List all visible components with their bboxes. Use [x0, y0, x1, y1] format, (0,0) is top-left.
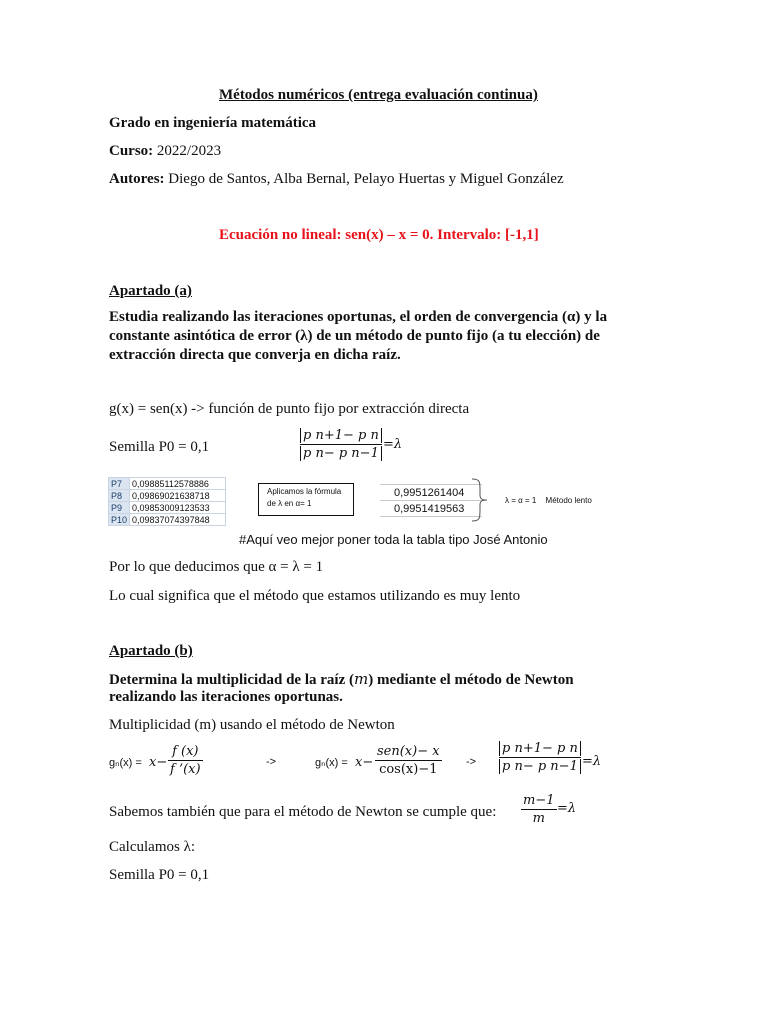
row-value: 0,09853009123533: [130, 502, 226, 514]
brace-note-lambda: λ = α = 1: [505, 496, 537, 505]
section-b-statement-2: realizando las iteraciones oportunas.: [109, 689, 343, 705]
section-b-statement-1: [109, 670, 574, 689]
fraction-bar: [375, 760, 442, 761]
row-label: P7: [109, 478, 130, 490]
fraction-bar: [499, 757, 581, 758]
result-value: 0,9951419563: [380, 501, 482, 517]
author-comment: #Aquí veo mejor poner toda la tabla tipo José Antonio: [239, 532, 548, 547]
section-b-subtitle: Multiplicidad (m) usando el método de Newton: [109, 717, 395, 733]
newton-numerator: f (x): [172, 744, 199, 759]
brace-note: [505, 496, 592, 505]
row-value: 0,09837074397848: [130, 514, 226, 526]
newton-denominator: f ’(x): [170, 762, 201, 777]
row-value: 0,09885112578886: [130, 478, 226, 490]
m-denominator: m: [532, 811, 545, 826]
seed-b: Semilla P0 = 0,1: [109, 867, 210, 883]
section-a-statement-3: extracción directa que converja en dicha raíz.: [109, 347, 401, 363]
formula-b-rhs: =λ: [582, 754, 602, 769]
seed-a: Semilla P0 = 0,1: [109, 439, 210, 455]
section-a-heading: Apartado (a): [109, 283, 192, 299]
gn-label-2: gₙ(x) =: [315, 757, 348, 769]
formula-b-denominator: p n− p n−1: [499, 759, 581, 774]
row-label: P8: [109, 490, 130, 502]
m-fraction: [521, 793, 557, 826]
formula-note-box: [258, 483, 354, 516]
authors-value: Diego de Santos, Alba Bernal, Pelayo Huertas y Miguel González: [168, 171, 564, 187]
row-label: P10: [109, 514, 130, 526]
conclusion-line-2: Lo cual significa que el método que estamos utilizando es muy lento: [109, 588, 521, 604]
newton-statement: Sabemos también que para el método de Newton se cumple que:: [109, 804, 497, 820]
course-value: 2022/2023: [156, 143, 222, 159]
row-label: P9: [109, 502, 130, 514]
equation-statement: Ecuación no lineal: sen(x) – x = 0. Intervalo: [-1,1]: [219, 227, 539, 243]
lambda-formula-a: [300, 428, 382, 461]
formula-a-rhs: =λ: [383, 437, 403, 452]
iterations-sheet: [108, 477, 226, 526]
gx-line: g(x) = sen(x) -> función de punto fijo por extracción directa: [109, 401, 470, 417]
table-row: [109, 514, 226, 526]
note-line-2: de λ en α= 1: [267, 499, 312, 508]
table-row: [109, 478, 226, 490]
conclusion-line-1: Por lo que deducimos que α = λ = 1: [109, 559, 324, 575]
arrow-1: ->: [266, 756, 277, 768]
gn-x-2: x−: [355, 755, 374, 770]
right-brace-icon: [470, 476, 494, 524]
table-row: [109, 490, 226, 502]
newton-fraction: [168, 744, 203, 777]
degree-line: Grado en ingeniería matemática: [109, 115, 317, 131]
brace-note-slow: Método lento: [545, 496, 592, 505]
document-title: Métodos numéricos (entrega evaluación continua): [219, 87, 538, 103]
course-label: Curso:: [109, 143, 154, 159]
statement-part: ) mediante el método de Newton: [368, 672, 574, 688]
m-numerator: m−1: [523, 793, 555, 808]
fraction-bar: [300, 444, 382, 445]
arrow-2: ->: [466, 756, 477, 768]
note-line-1: Aplicamos la fórmula: [267, 487, 342, 496]
gn-label-1: gₙ(x) =: [109, 757, 142, 769]
sine-fraction: [375, 744, 442, 777]
authors-line: [109, 171, 564, 188]
formula-a-denominator: p n− p n−1: [300, 446, 382, 461]
formula-a-numerator: p n+1− p n: [300, 428, 382, 443]
fraction-bar: [168, 760, 203, 761]
section-a-statement-2: constante asintótica de error (λ) de un método de punto fijo (a tu elección) de: [109, 328, 600, 344]
table-row: [380, 501, 482, 517]
table-row: [380, 485, 482, 501]
lambda-results-table: [380, 484, 482, 517]
m-rhs: =λ: [557, 801, 577, 816]
row-value: 0,09869021638718: [130, 490, 226, 502]
lambda-formula-b: [499, 741, 581, 774]
statement-part: Determina la multiplicidad de la raíz (: [109, 672, 354, 688]
course-line: [109, 143, 221, 160]
section-a-statement-1: Estudia realizando las iteraciones oportunas, el orden de convergencia (α) y la: [109, 309, 608, 325]
formula-b-numerator: p n+1− p n: [499, 741, 581, 756]
gn-x-1: x−: [149, 755, 168, 770]
section-b-heading: Apartado (b): [109, 643, 193, 659]
authors-label: Autores:: [109, 171, 165, 187]
fraction-bar: [521, 809, 557, 810]
sine-denominator: cos(x)−1: [379, 762, 438, 777]
result-value: 0,9951261404: [380, 485, 482, 501]
table-row: [109, 502, 226, 514]
multiplicity-symbol: m: [353, 670, 369, 688]
calc-line: Calculamos λ:: [109, 839, 196, 855]
sine-numerator: sen(x)− x: [377, 744, 440, 759]
